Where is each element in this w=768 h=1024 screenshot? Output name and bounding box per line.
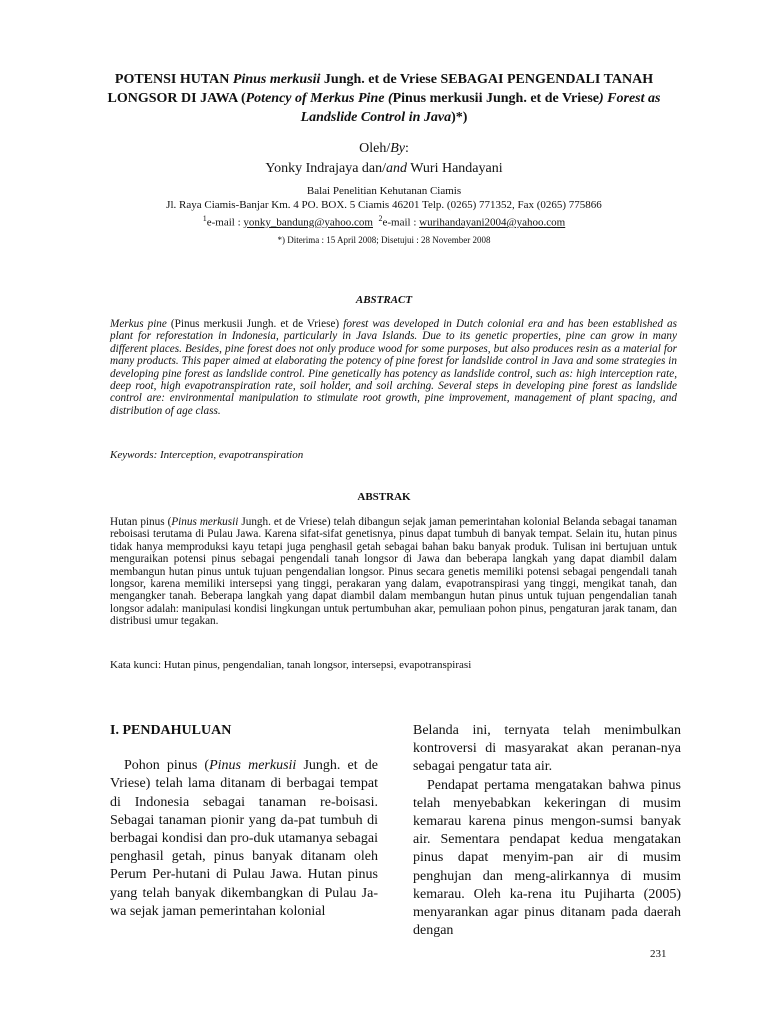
institute-name: Balai Penelitian Kehutanan Ciamis xyxy=(306,185,462,197)
affiliation xyxy=(0,184,768,230)
author-2: Wuri Handayani xyxy=(407,161,503,176)
email-label-2: e-mail : xyxy=(382,216,420,229)
abstract-english xyxy=(110,318,677,417)
abstract-lead: Merkus pine xyxy=(110,318,167,330)
keywords-english: Keywords: Interception, evapotranspiration xyxy=(110,449,304,461)
keywords-indonesian: Kata kunci: Hutan pinus, pengendalian, tanah longsor, intersepsi, evapotranspirasi xyxy=(110,659,472,671)
body-column-left xyxy=(110,722,378,921)
body-column-right xyxy=(413,722,681,940)
footnote-mark-2: 2 xyxy=(378,214,383,223)
footnote-mark-1: 1 xyxy=(202,214,207,223)
title-species: Pinus merkusii xyxy=(232,72,321,87)
paragraph-text: Jungh. et de Vriese) telah lama ditanam di berbagai tempat di Indonesia sebagai tanaman re-boisasi. Sebagai tanaman pionir yang da-pat tumbuh di berbagai kondisi dan pro-duk utamanya sebagai penghasil getah, pinus banyak ditanam oleh Perum Per-hutani di Pulau Jawa. Hutan pinus yang telah banyak dikembangkan di Pulau Ja-wa sejak jaman pemerintahan kolonial xyxy=(110,758,378,919)
paragraph: Belanda ini, ternyata telah menimbulkan kontroversi di masyarakat akan peranan-nya sebagai pengatur tata air. xyxy=(413,723,681,775)
section-heading: I. PENDAHULUAN xyxy=(110,723,232,738)
email-link-1[interactable]: yonky_bandung@yahoo.com xyxy=(243,216,373,229)
email-link-2[interactable]: wurihandayani2004@yahoo.com xyxy=(419,216,566,229)
abstract-body: forest was developed in Dutch colonial era and has been established as plant for reforestation in Indonesia, particularly in Java Islands. Due to its genetic properties, pine can grow in many different places. Besides, pine forest does not only produce wood for some purposes, but also produces resin as a material for many products. This paper aimed at elaborating the potency of pine forest for landslide control in Java and some strategies in developing pine forest as landslide control. Pine genetically has potency as landslide control, such as: high interception rate, deep root, high evapotranspiration rate, soil holder, and soil arching. Several steps in developing pine forest as landslide control are: environmental manipulation to stimulate root growth, pine improvement, management of plant spacing, and distribution of age class. xyxy=(110,318,677,417)
paper-title xyxy=(100,70,668,127)
page-number: 231 xyxy=(650,948,667,960)
title-english: Potency of Merkus Pine ( xyxy=(245,91,393,106)
abstrak-lead: Hutan pinus ( xyxy=(110,516,172,528)
by-label: By xyxy=(390,141,405,156)
abstract-species: (Pinus merkusii Jungh. et de Vriese) xyxy=(166,318,344,330)
email-line xyxy=(0,212,768,230)
oleh-label: Oleh/ xyxy=(359,141,391,156)
institute-address: Jl. Raya Ciamis-Banjar Km. 4 PO. BOX. 5 Ciamis 46201 Telp. (0265) 771352, Fax (0265) 775866 xyxy=(166,199,602,211)
title-part: )*) xyxy=(451,110,468,125)
byline-colon: : xyxy=(404,141,409,156)
abstract-heading: ABSTRACT xyxy=(355,294,413,306)
paragraph xyxy=(110,757,378,921)
abstrak-heading: ABSTRAK xyxy=(357,491,411,503)
abstrak-indonesian xyxy=(110,516,677,628)
email-label-1: e-mail : xyxy=(206,216,244,229)
paragraph-species: Pinus merkusii xyxy=(209,758,297,774)
author-1: Yonky Indrajaya dan/ xyxy=(265,161,387,176)
authors xyxy=(0,159,768,178)
abstrak-species: Pinus merkusii xyxy=(171,516,239,528)
title-part: Jungh. et de Vriese SEBAGAI PENGENDALI TANAH LONGSOR DI JAWA ( xyxy=(107,72,654,106)
title-part: POTENSI HUTAN xyxy=(114,72,233,87)
paragraph: Pendapat pertama mengatakan bahwa pinus telah menyebabkan kekeringan di musim kemarau karena pinus mengon-sumsi banyak air. Sementara pendapat kedua mengatakan pinus dapat menyim-pan air di musim penghujan dan meng-alirkannya di musim kemarau. Oleh ka-rena itu Pujiharta (2005) menyarankan agar pinus ditanam pada daerah dengan xyxy=(413,777,681,939)
abstrak-body: Jungh. et de Vriese) telah dibangun sejak jaman pemerintahan kolonial Belanda sebagai tanaman reboisasi terutama di Pulau Jawa. Karena sifat-sifat genetisnya, pinus dapat tumbuh di banyak tempat. Selain itu, hutan pinus tidak hanya memproduksi kayu tetapi juga penghasil getah sebagai bahan baku banyak produk. Tulisan ini bertujuan untuk menguraikan potensi pinus sebagai pengendali tanah longsor di Jawa dan beberapa langkah yang dapat diambil dalam membangun hutan pinus untuk tujuan pengendalian longsor. Pinus secara genetis memiliki potensi sebagai pengendali tanah longsor, karena memiliki intersepsi yang tinggi, perakaran yang dalam, evapotranspirasi yang tinggi, mengikat tanah, dan mengangker tanah. Beberapa langkah yang dapat diambil dalam membangun hutan pinus untuk tujuan pengendalian tanah longsor adalah: manipulasi kondisi lingkungan untuk pertumbuhan akar, pemuliaan pohon pinus, pengaturan jarak tanam, dan distribusi umur tegakan. xyxy=(110,516,677,628)
received-dates: *) Diterima : 15 April 2008; Disetujui : 28 November 2008 xyxy=(277,235,491,245)
byline-label xyxy=(0,139,768,158)
title-species-english: Pinus merkusii Jungh. et de Vriese xyxy=(392,91,599,106)
and-label: and xyxy=(386,161,408,176)
paragraph-text: Pohon pinus ( xyxy=(124,758,210,774)
title-english: ) Forest as Landslide Control in Java xyxy=(300,91,661,125)
